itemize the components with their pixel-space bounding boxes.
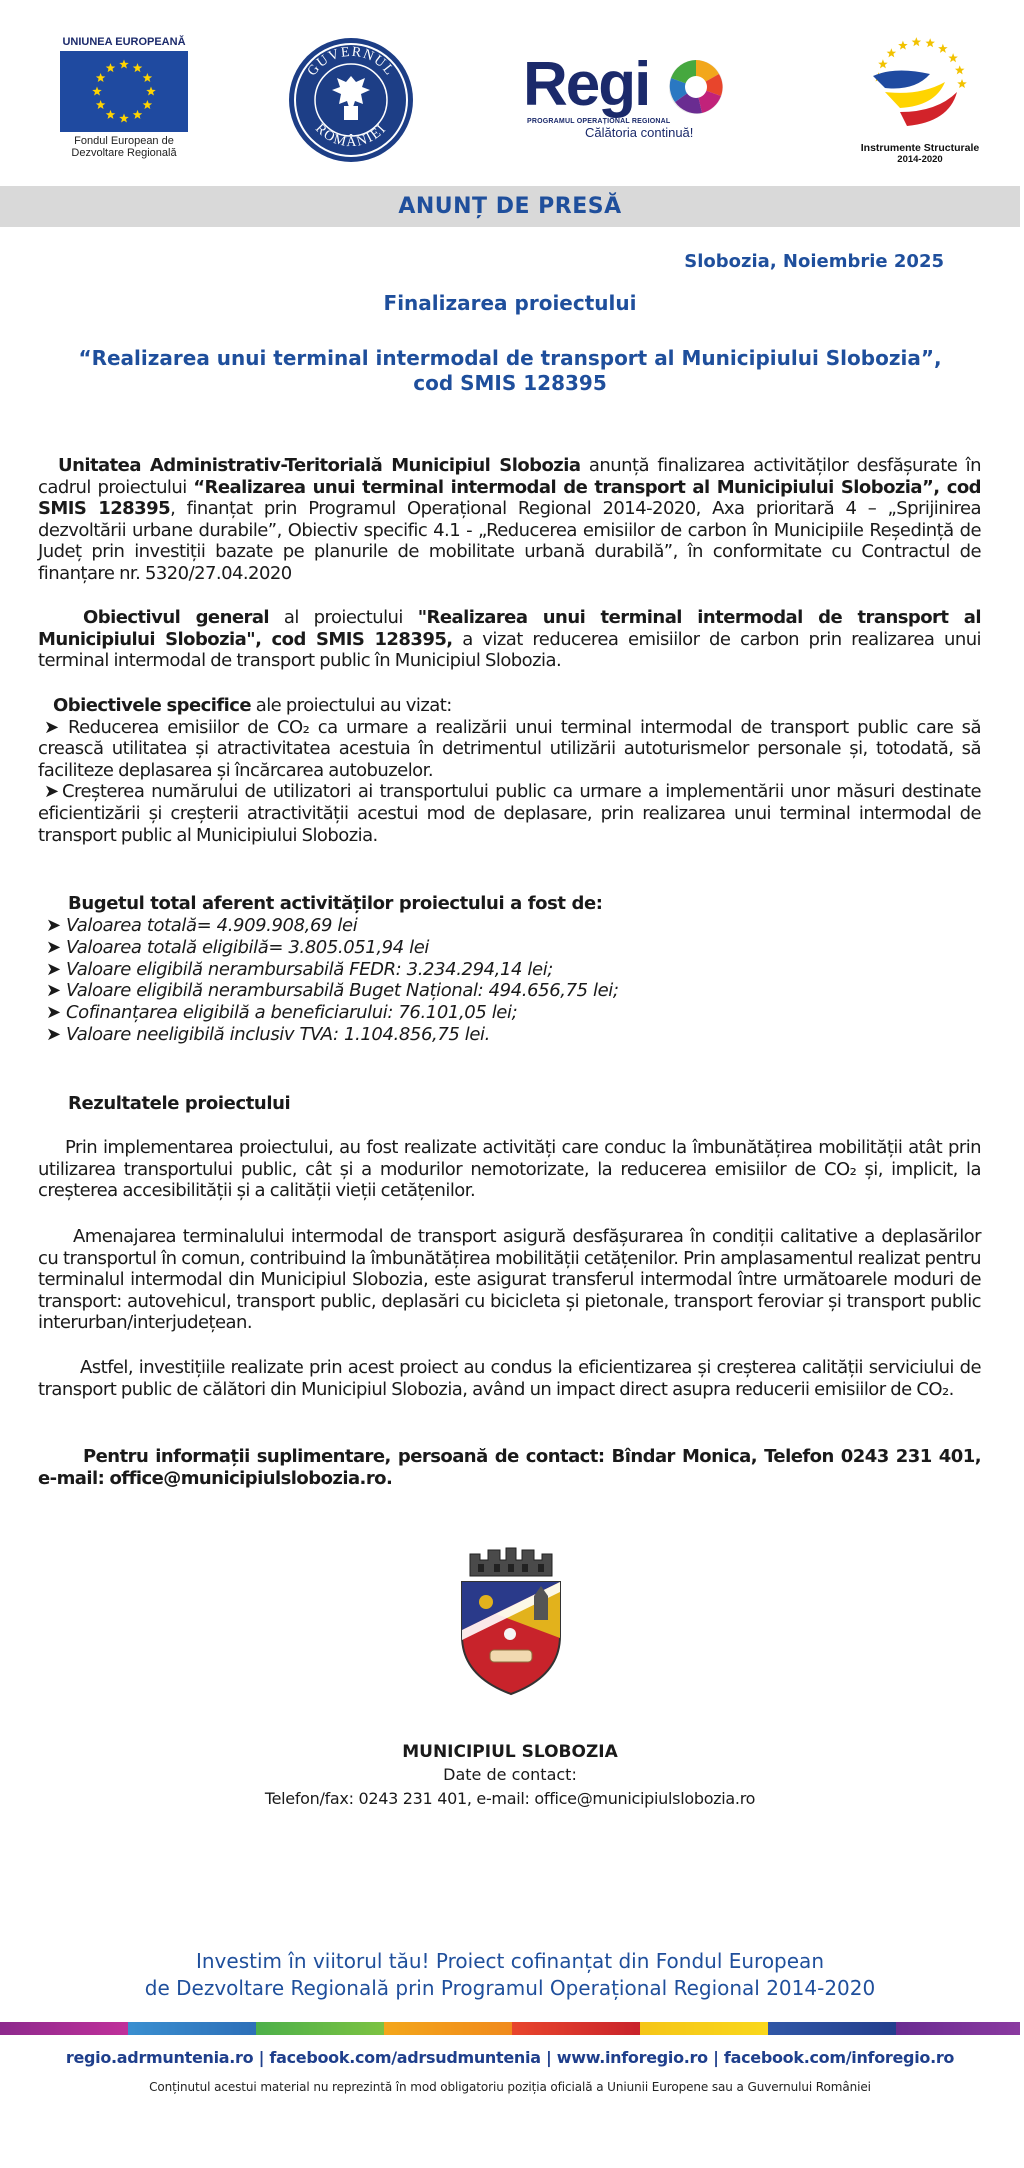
general-bold-2: "Realizarea unui terminal intermodal de transport al Municipiului Slobozia", cod SMIS 128395, [38, 607, 982, 650]
regio-wordmark: Regi [523, 50, 650, 119]
arrow-icon: ➤ [46, 936, 61, 958]
dateline: Slobozia, Noiembrie 2025 [684, 251, 944, 272]
press-release-banner [0, 186, 1020, 227]
investment-tagline [0, 1948, 1020, 2002]
budget-item [46, 1024, 926, 1046]
intro-text-1: anunță finalizarea activităților desfășurate în cadrul proiectului [38, 455, 981, 498]
specific-item-1-text: Reducerea emisiilor de CO₂ ca urmare a realizării unui terminal intermodal de transport public care să crească utilitatea și atractivitatea acestuia în detrimentul utilizării autoturismelor personale și, totodată, să faciliteze deplasarea și încărcarea autobuzelor. [38, 716, 981, 781]
contact-line: Telefon/fax: 0243 231 401, e-mail: office@municipiulslobozia.ro [264, 1789, 756, 1808]
investment-line2: de Dezvoltare Regională prin Programul Operațional Regional 2014-2020 [144, 1976, 876, 2000]
is-star [878, 59, 888, 68]
color-strip [0, 2022, 1020, 2035]
is-star [925, 38, 935, 47]
budget-item-text: Valoarea totală eligibilă= 3.805.051,94 lei [66, 936, 429, 958]
government-seal-icon [287, 36, 415, 164]
contact-label: Date de contact: [443, 1765, 577, 1784]
general-bold-1: Obiectivul general [83, 607, 270, 628]
footer-links[interactable]: regio.adrmuntenia.ro | facebook.com/adrsudmuntenia | www.inforegio.ro | facebook.com/inforegio.ro [65, 2048, 955, 2067]
eu-logo-line3: Dezvoltare Regională [71, 147, 177, 159]
municipality-name: MUNICIPIUL SLOBOZIA [402, 1742, 618, 1762]
is-line2: 2014-2020 [897, 154, 943, 165]
eu-logo [60, 36, 200, 166]
arrow-icon: ➤ [46, 980, 61, 1002]
specific-item-1 [38, 717, 981, 782]
project-title-line1: “Realizarea unui terminal intermodal de transport al Municipiului Slobozia”, [78, 346, 942, 370]
intro-bold-1: Unitatea Administrativ-Teritorială Municipiul Slobozia [58, 455, 581, 476]
intro-paragraph [38, 455, 981, 585]
contact-paragraph [38, 1446, 981, 1489]
eu-logo-title: UNIUNEA EUROPEANĂ [62, 36, 186, 48]
general-text-1: al proiectului [269, 607, 418, 628]
eu-logo-line2: Fondul European de [74, 135, 174, 147]
is-star [912, 37, 922, 46]
regio-logo [523, 52, 743, 152]
general-objective-paragraph [38, 607, 981, 672]
is-star [948, 53, 958, 62]
arrow-icon: ➤ [46, 1023, 61, 1045]
arrow-icon: ➤ [46, 958, 61, 980]
results-p1-text: Prin implementarea proiectului, au fost realizate activități care conduc la îmbunătățirea mobilității atât prin utilizarea transportului public, cât și a modurilor nemotorizate, la reducerea emisiilor de CO₂ și, implicit, la creșterea accesibilității și a calității vieții cetățenilor. [38, 1137, 981, 1202]
intro-bold-2: “Realizarea unui terminal intermodal de transport al Municipiului Slobozia”, cod SMIS 128395 [38, 476, 981, 520]
is-star [938, 44, 948, 53]
regio-program-text: PROGRAMUL OPERAȚIONAL REGIONAL [527, 118, 671, 125]
structural-instruments-logo [845, 36, 995, 166]
specific-bold: Obiectivele specifice [53, 695, 252, 716]
budget-item [46, 937, 926, 959]
budget-item-text: Cofinanțarea eligibilă a beneficiarului: 76.101,05 lei; [66, 1002, 518, 1024]
structural-instruments-icon [845, 36, 995, 132]
budget-item [46, 915, 926, 937]
regio-tagline: Călătoria continuă! [585, 125, 694, 140]
is-star [898, 41, 908, 50]
budget-item [46, 959, 926, 981]
regio-o-icon [667, 58, 725, 116]
contact-text: Pentru informații suplimentare, persoană de contact: Bîndar Monica, Telefon 0243 231 401, e-mail: office@municipiulslobozia.ro. [38, 1446, 981, 1489]
budget-item [46, 1002, 926, 1024]
results-heading: Rezultatele proiectului [68, 1093, 291, 1114]
investment-line1: Investim în viitorul tău! Proiect cofinanțat din Fondul European [195, 1949, 824, 1973]
intro-text-2: , finanțat prin Programul Operațional Regional 2014-2020, Axa prioritară 4 – „Sprijinirea dezvoltării urbane durabile”, Obiectiv specific 4.1 - „Reducerea emisiilor de carbon în Municipiile Reședință de Județ prin investiții bazate pe planurile de mobilitate urbană durabilă”, în conformitate cu Contractul de finanțare nr. 5320/27.04.2020 [38, 498, 981, 584]
is-star [955, 65, 965, 74]
arrow-icon: ➤ [46, 915, 61, 936]
arrow-icon: ➤ [44, 716, 59, 738]
seal-top-text: GUVERNUL [304, 44, 398, 80]
project-title-line2: cod SMIS 128395 [413, 371, 607, 395]
budget-item-text: Valoare neeligibilă inclusiv TVA: 1.104.856,75 lei. [66, 1023, 490, 1045]
results-paragraph-2 [38, 1226, 981, 1334]
is-line1: Instrumente Structurale [860, 142, 980, 154]
coat-of-arms-icon [456, 1546, 566, 1696]
eu-flag-icon [60, 51, 188, 132]
results-p2-text: Amenajarea terminalului intermodal de transport asigură desfășurarea în condiții calitative a deplasărilor cu transportul în comun, contribuind la îmbunătățirea mobilității cetățenilor. Prin amplasamentul realizat pentru terminalul intermodal din Municipiul Slobozia, este asigurat transferul intermodal între următoarele moduri de transport: autovehicul, transport public, deplasări cu bicicleta și pietonale, transport feroviar și transport public interurban/interjudețean. [38, 1226, 981, 1334]
specific-item-2 [38, 781, 981, 846]
budget-item-text: Valoare eligibilă nerambursabilă Buget Național: 494.656,75 lei; [66, 980, 619, 1002]
budget-item-text: Valoarea totală= 4.909.908,69 lei [66, 915, 358, 936]
is-star [887, 48, 897, 57]
footer-disclaimer: Conținutul acestui material nu reprezintă în mod obligatoriu poziția oficială a Uniunii Europene sau a Guvernului României [149, 2080, 871, 2094]
results-paragraph-1 [38, 1137, 981, 1202]
arrow-icon: ➤ [44, 781, 59, 803]
budget-item-text: Valoare eligibilă nerambursabilă FEDR: 3.234.294,14 lei; [66, 958, 553, 980]
general-text-2: a vizat reducerea emisiilor de carbon prin realizarea unui terminal intermodal de transport public în Municipiul Slobozia. [38, 628, 982, 672]
specific-item-2-text: Creșterea numărului de utilizatori ai transportului public ca urmare a implementării unor măsuri destinate eficientizării și creșterii atractivității acestui mod de deplasare, prin realizarea unui terminal intermodal de transport public al Municipiului Slobozia. [38, 781, 981, 846]
seal-bottom-text: ROMÂNIEI [312, 121, 390, 151]
budget-list [46, 915, 926, 1046]
section-title: Finalizarea proiectului [383, 291, 637, 315]
banner-title: ANUNȚ DE PRESĂ [398, 194, 622, 219]
specific-text: ale proiectului au vizat: [251, 695, 452, 716]
budget-heading: Bugetul total aferent activităților proiectului a fost de: [68, 893, 603, 914]
project-title [0, 346, 1020, 396]
results-paragraph-3 [38, 1357, 981, 1400]
specific-objectives [38, 695, 981, 846]
arrow-icon: ➤ [46, 1002, 61, 1024]
results-p3-text: Astfel, investițiile realizate prin acest proiect au condus la eficientizarea și creșterea calității serviciului de transport public de călători din Municipiul Slobozia, având un impact direct asupra reducerii emisiilor de CO₂. [38, 1357, 981, 1400]
slobozia-coat-of-arms [456, 1546, 566, 1696]
is-star [957, 79, 967, 88]
government-logo [287, 36, 415, 164]
budget-item [46, 980, 926, 1002]
